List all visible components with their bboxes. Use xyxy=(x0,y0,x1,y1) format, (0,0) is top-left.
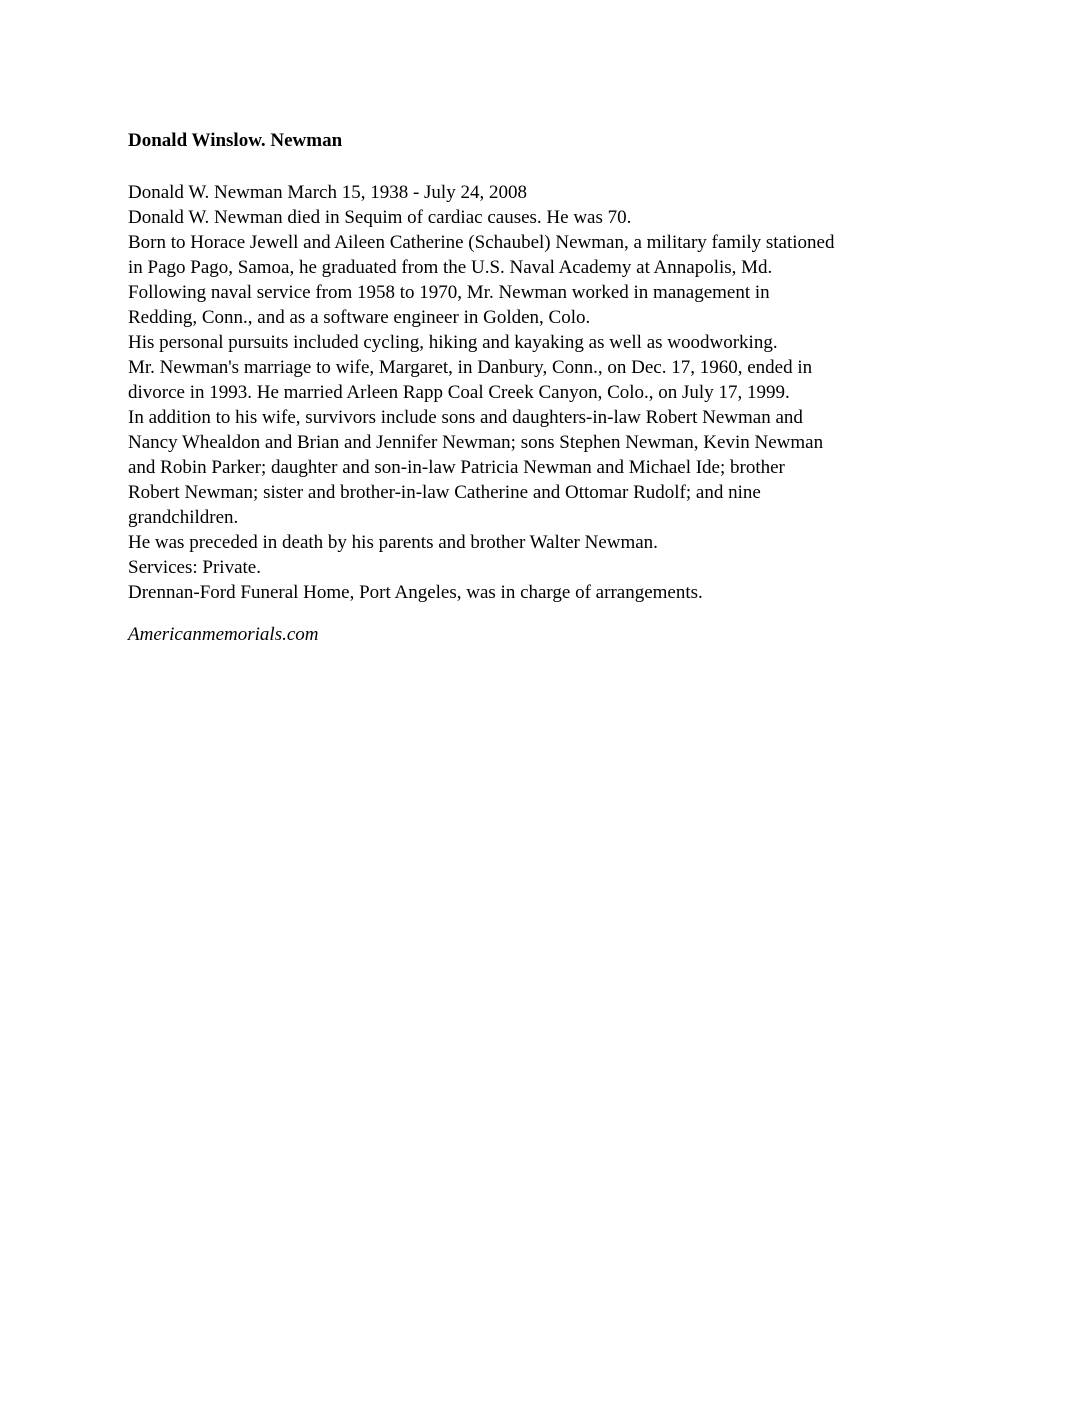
body-line: Born to Horace Jewell and Aileen Catherine (Schaubel) Newman, a military family stationed xyxy=(128,232,835,253)
body-line-dates: Donald W. Newman March 15, 1938 - July 24, 2008 xyxy=(128,182,527,203)
body-line: He was preceded in death by his parents and brother Walter Newman. xyxy=(128,532,658,553)
body-line-services: Services: Private. xyxy=(128,557,261,578)
obituary-title: Donald Winslow. Newman xyxy=(128,130,343,151)
body-line: Donald W. Newman died in Sequim of cardiac causes. He was 70. xyxy=(128,207,632,228)
body-line-funeral-home: Drennan-Ford Funeral Home, Port Angeles, was in charge of arrangements. xyxy=(128,582,703,603)
body-line: grandchildren. xyxy=(128,507,239,528)
body-line: divorce in 1993. He married Arleen Rapp Coal Creek Canyon, Colo., on July 17, 1999. xyxy=(128,382,790,403)
body-line: In addition to his wife, survivors include sons and daughters-in-law Robert Newman and xyxy=(128,407,803,428)
body-line: in Pago Pago, Samoa, he graduated from the U.S. Naval Academy at Annapolis, Md. xyxy=(128,257,773,278)
source-credit: Americanmemorials.com xyxy=(128,624,319,645)
body-line: and Robin Parker; daughter and son-in-law Patricia Newman and Michael Ide; brother xyxy=(128,457,785,478)
obituary-body xyxy=(128,180,968,605)
body-line: Mr. Newman's marriage to wife, Margaret, in Danbury, Conn., on Dec. 17, 1960, ended in xyxy=(128,357,813,378)
body-line: Redding, Conn., and as a software engineer in Golden, Colo. xyxy=(128,307,591,328)
body-line: Robert Newman; sister and brother-in-law Catherine and Ottomar Rudolf; and nine xyxy=(128,482,761,503)
body-line: Following naval service from 1958 to 1970, Mr. Newman worked in management in xyxy=(128,282,770,303)
body-line: Nancy Whealdon and Brian and Jennifer Newman; sons Stephen Newman, Kevin Newman xyxy=(128,432,824,453)
body-line: His personal pursuits included cycling, hiking and kayaking as well as woodworking. xyxy=(128,332,778,353)
obituary-content xyxy=(128,128,968,647)
